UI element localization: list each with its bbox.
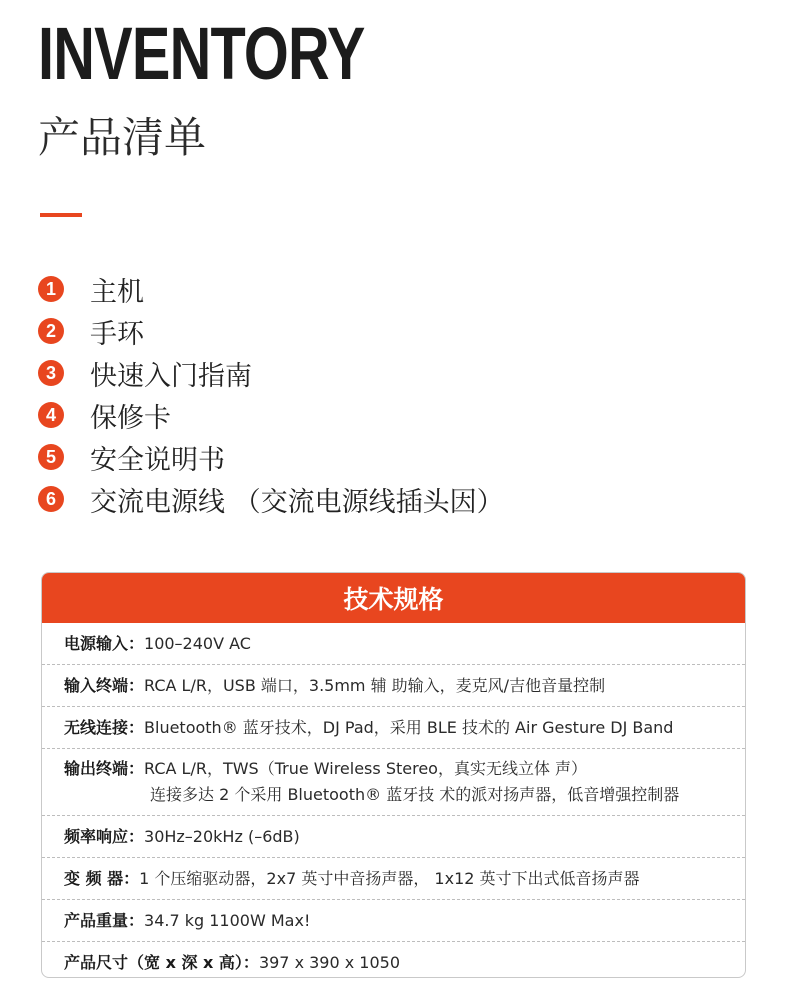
spec-value: RCA L/R，TWS（True Wireless Stereo，真实无线立体 声） — [144, 759, 588, 778]
number-badge: 1 — [38, 276, 64, 302]
spec-row-power — [42, 623, 745, 665]
spec-value: 30Hz–20kHz (–6dB) — [144, 826, 300, 846]
spec-key: 输出终端： — [64, 759, 145, 778]
spec-key: 输入终端： — [64, 675, 145, 695]
item-label: 安全说明书 — [90, 444, 225, 476]
inventory-subtitle: 产品清单 — [38, 113, 207, 162]
item-label: 交流电源线 （交流电源线插头因） — [90, 486, 504, 518]
spec-row-weight — [42, 900, 745, 942]
spec-value: RCA L/R，USB 端口，3.5mm 辅 助输入，麦克风/吉他音量控制 — [144, 675, 606, 695]
spec-value: Bluetooth® 蓝牙技术，DJ Pad，采用 BLE 技术的 Air Gesture DJ Band — [144, 717, 674, 737]
spec-line — [64, 824, 723, 850]
item-label: 保修卡 — [90, 402, 171, 434]
item-label: 主机 — [90, 276, 144, 308]
specs-card — [41, 572, 746, 978]
list-item — [38, 478, 504, 520]
specs-header: 技术规格 — [42, 573, 745, 623]
inventory-list — [38, 268, 504, 520]
number-badge: 3 — [38, 360, 64, 386]
spec-line — [64, 673, 723, 699]
spec-value: 34.7 kg 1100W Max! — [144, 910, 311, 930]
spec-row-input — [42, 665, 745, 707]
list-item — [38, 268, 504, 310]
spec-line — [64, 631, 723, 657]
spec-value-continued: 连接多达 2 个采用 Bluetooth® 蓝牙技 术的派对扬声器，低音增强控制器 — [150, 785, 680, 804]
number-badge: 4 — [38, 402, 64, 428]
spec-row-frequency — [42, 816, 745, 858]
spec-line — [64, 756, 723, 782]
list-item — [38, 394, 504, 436]
list-item — [38, 436, 504, 478]
spec-line — [64, 950, 723, 976]
spec-line — [64, 866, 723, 892]
number-badge: 2 — [38, 318, 64, 344]
number-badge: 5 — [38, 444, 64, 470]
spec-row-wireless — [42, 707, 745, 749]
spec-key: 无线连接： — [64, 717, 145, 737]
spec-key: 频率响应： — [64, 826, 145, 846]
spec-value: 397 x 390 x 1050 — [258, 952, 401, 972]
spec-row-dimensions — [42, 942, 745, 978]
inventory-title: INVENTORY — [38, 12, 365, 95]
item-label: 快速入门指南 — [90, 360, 252, 392]
spec-key: 产品尺寸（宽 x 深 x 高）： — [64, 952, 259, 972]
spec-value: 1 个压缩驱动器，2x7 英寸中音扬声器， 1x12 英寸下出式低音扬声器 — [139, 868, 640, 888]
list-item — [38, 352, 504, 394]
accent-divider — [40, 213, 82, 217]
spec-key: 变 频 器： — [64, 868, 140, 888]
item-label: 手环 — [90, 318, 144, 350]
spec-line — [64, 715, 723, 741]
number-badge: 6 — [38, 486, 64, 512]
spec-key: 产品重量： — [64, 910, 145, 930]
spec-row-output — [42, 749, 745, 816]
spec-key: 电源输入： — [64, 633, 145, 653]
spec-row-transducer — [42, 858, 745, 900]
spec-line — [64, 908, 723, 934]
list-item — [38, 310, 504, 352]
spec-value: 100–240V AC — [144, 633, 251, 653]
